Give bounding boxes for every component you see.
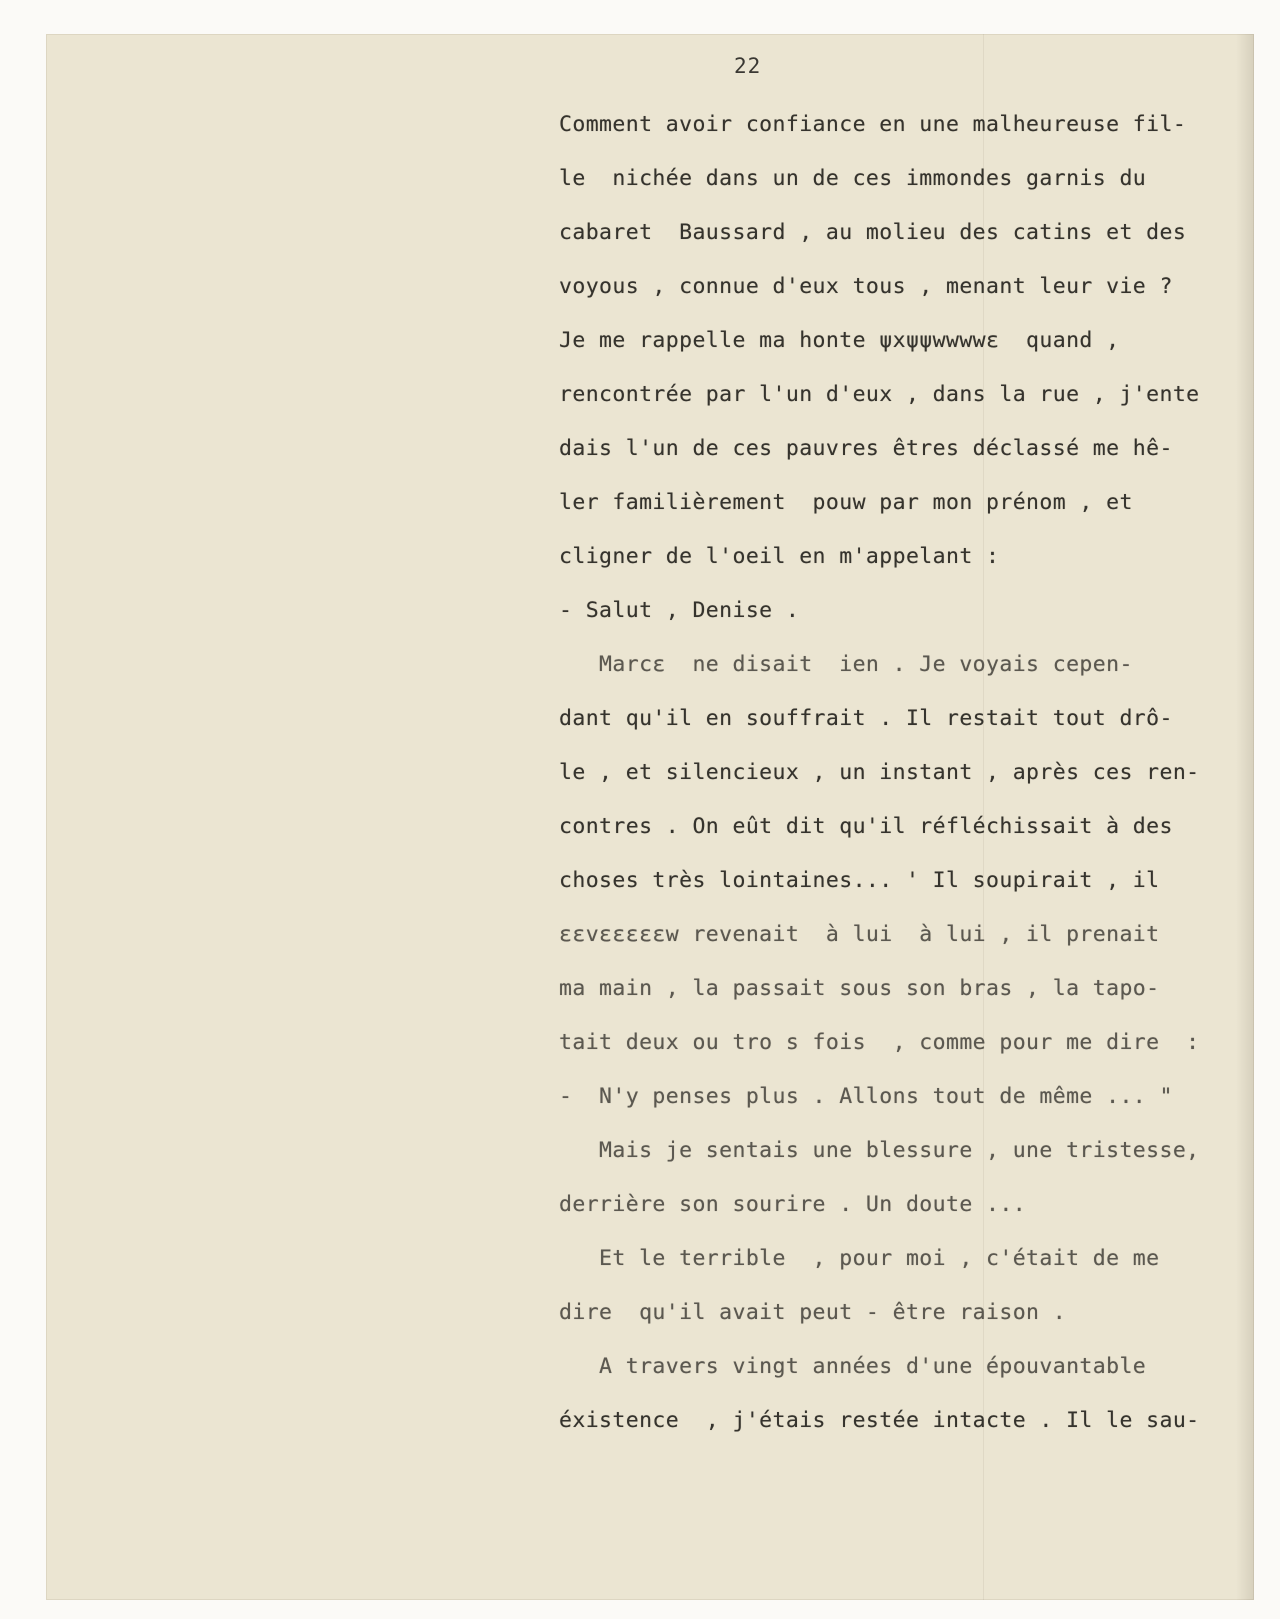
text-line: voyous , connue d'eux tous , menant leur vie ? — [559, 274, 1173, 299]
text-line: éxistence , j'étais restée intacte . Il le sau- — [559, 1408, 1200, 1433]
text-line: Et le terrible , pour moi , c'était de me — [559, 1246, 1160, 1271]
text-line: contres . On eût dit qu'il réfléchissait à des — [559, 814, 1173, 839]
text-line: Comment avoir confiance en une malheureuse fil- — [559, 112, 1187, 137]
text-line: le , et silencieux , un instant , après ces ren- — [559, 760, 1200, 785]
text-line: Marcε ne disait ien . Je voyais cepen- — [559, 652, 1133, 677]
text-line: Mais je sentais une blessure , une tristesse, — [559, 1138, 1200, 1163]
text-line: εεvεεεεεw revenait à lui à lui , il prenait — [559, 922, 1160, 947]
text-line: ma main , la passait sous son bras , la tapo- — [559, 976, 1160, 1001]
text-line: Je me rappelle ma honte ψxψψwwwwε quand , — [559, 328, 1120, 353]
text-line: A travers vingt années d'une épouvantable — [559, 1354, 1147, 1379]
typed-text-block — [559, 98, 1279, 1448]
text-line: rencontrée par l'un d'eux , dans la rue , j'ente — [559, 382, 1200, 407]
text-line: dant qu'il en souffrait . Il restait tout drô- — [559, 706, 1173, 731]
text-line: - Salut , Denise . — [559, 598, 800, 623]
text-line: dire qu'il avait peut - être raison . — [559, 1300, 1067, 1325]
text-line: le nichée dans un de ces immondes garnis du — [559, 166, 1147, 191]
text-line: tait deux ou tro s fois , comme pour me dire : — [559, 1030, 1200, 1055]
page-number: 22 — [734, 54, 762, 78]
text-line: choses très lointaines... ' Il soupirait , il — [559, 868, 1160, 893]
text-line: dais l'un de ces pauvres êtres déclassé me hê- — [559, 436, 1173, 461]
text-line: cligner de l'oeil en m'appelant : — [559, 544, 1000, 569]
typewritten-page — [46, 34, 1254, 1600]
text-line: ler familièrement pouw par mon prénom , et — [559, 490, 1133, 515]
text-line: cabaret Baussard , au molieu des catins et des — [559, 220, 1187, 245]
text-line: - N'y penses plus . Allons tout de même ... " — [559, 1084, 1173, 1109]
text-line: derrière son sourire . Un doute ... — [559, 1192, 1027, 1217]
